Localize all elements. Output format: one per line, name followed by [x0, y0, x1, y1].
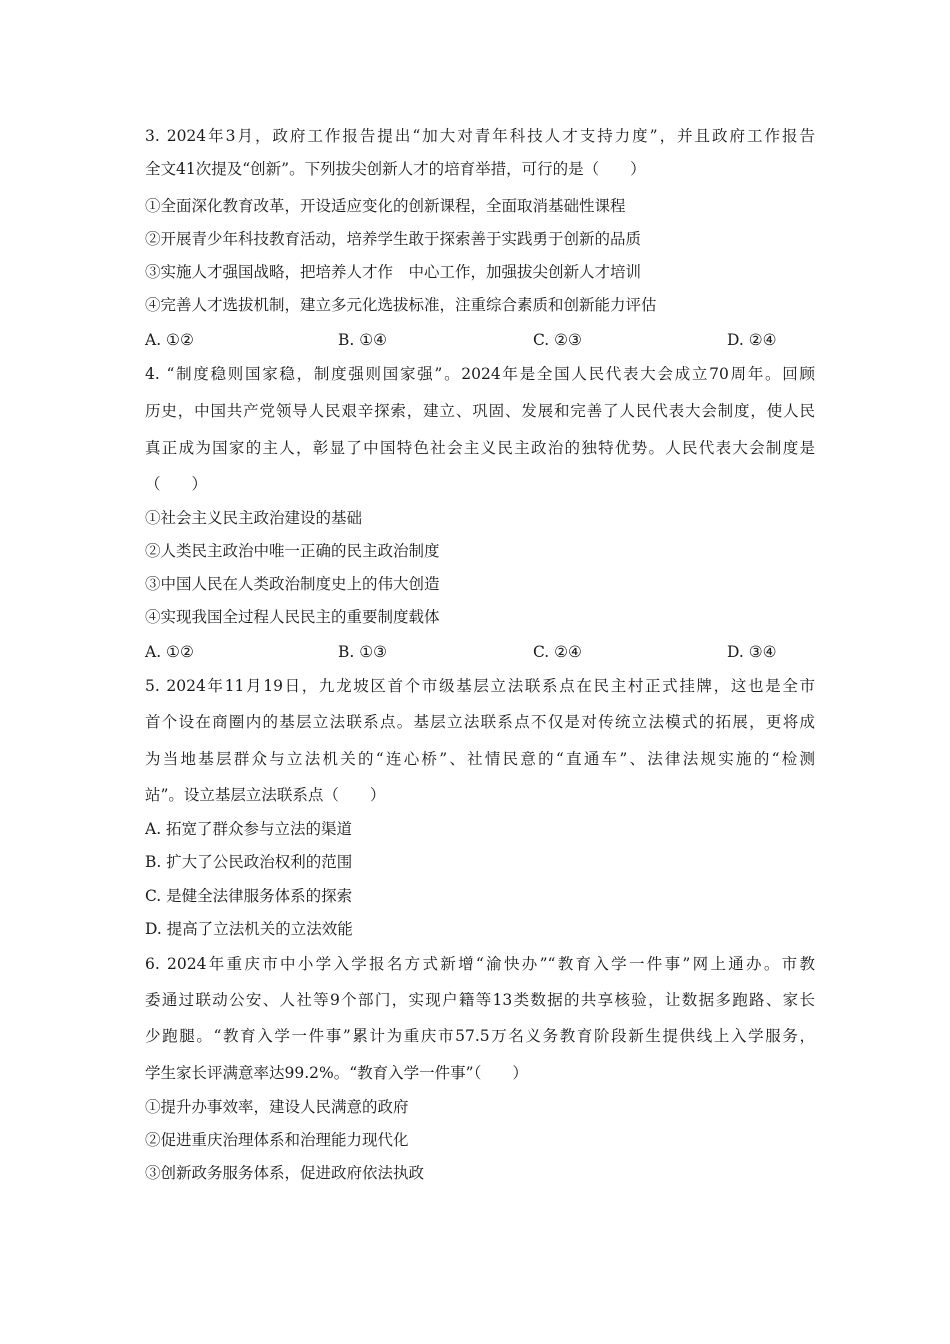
question-5-choice-b: B. 扩大了公民政治权利的范围	[145, 853, 353, 871]
question-3-options	[145, 329, 815, 351]
option-a: A. ①②	[145, 331, 194, 349]
question-3-statement-2: ②开展青少年科技教育活动，培养学生敢于探索善于实践勇于创新的品质	[145, 230, 642, 248]
question-4-statement-2: ②人类民主政治中唯一正确的民主政治制度	[145, 542, 440, 560]
question-6-statement-3: ③创新政务服务体系，促进政府依法执政	[145, 1164, 425, 1182]
option-c: C. ②③	[533, 331, 582, 349]
question-6-statement-1: ①提升办事效率，建设人民满意的政府	[145, 1098, 409, 1116]
option-b: B. ①③	[338, 643, 388, 661]
question-5-choice-a: A. 拓宽了群众参与立法的渠道	[145, 820, 353, 838]
question-5-line-3: 为当地基层群众与立法机关的“连心桥”、社情民意的“直通车”、法律法规实施的“检测	[145, 750, 815, 768]
question-5-line-4: 站”。设立基层立法联系点（ ）	[145, 786, 386, 804]
question-5-line-1: 5. 2024年11月19日，九龙坡区首个市级基层立法联系点在民主村正式挂牌，这也是全市	[145, 677, 815, 695]
question-4-statement-3: ③中国人民在人类政治制度史上的伟大创造	[145, 575, 440, 593]
question-4-line-4: （ ）	[145, 475, 208, 493]
question-5-line-2: 首个设在商圈内的基层立法联系点。基层立法联系点不仅是对传统立法模式的拓展，更将成	[145, 713, 815, 731]
question-4-statement-4: ④实现我国全过程人民民主的重要制度载体	[145, 608, 440, 626]
question-3-line-1: 3. 2024年3月，政府工作报告提出“加大对青年科技人才支持力度”，并且政府工作报告	[145, 127, 815, 145]
question-4-line-3: 真正成为国家的主人，彰显了中国特色社会主义民主政治的独特优势。人民代表大会制度是	[145, 439, 815, 457]
question-6-line-3: 少跑腿。“教育入学一件事”累计为重庆市57.5万名义务教育阶段新生提供线上入学服务，	[145, 1027, 815, 1045]
question-3-line-2: 全文41次提及“创新”。下列拔尖创新人才的培育举措，可行的是（ ）	[145, 160, 646, 178]
question-3-statement-3: ③实施人才强国战略，把培养人才作 中心工作，加强拔尖创新人才培训	[145, 263, 642, 281]
option-c: C. ②④	[533, 643, 582, 661]
option-d: D. ②④	[727, 331, 777, 349]
question-5-choice-c: C. 是健全法律服务体系的探索	[145, 887, 353, 905]
question-3-statement-4: ④完善人才选拔机制，建立多元化选拔标准，注重综合素质和创新能力评估	[145, 296, 657, 314]
question-4-options	[145, 641, 815, 663]
question-6-line-1: 6. 2024年重庆市中小学入学报名方式新增“渝快办”“教育入学一件事”网上通办。市教	[145, 955, 815, 973]
question-4-line-1: 4. “制度稳则国家稳，制度强则国家强”。2024年是全国人民代表大会成立70周年。回顾	[145, 365, 815, 383]
option-a: A. ①②	[145, 643, 194, 661]
option-b: B. ①④	[338, 331, 388, 349]
question-4-line-2: 历史，中国共产党领导人民艰辛探索，建立、巩固、发展和完善了人民代表大会制度，使人民	[145, 402, 815, 420]
question-3-statement-1: ①全面深化教育改革，开设适应变化的创新课程，全面取消基础性课程	[145, 197, 626, 215]
question-5-choice-d: D. 提高了立法机关的立法效能	[145, 920, 353, 938]
option-d: D. ③④	[727, 643, 777, 661]
question-4-statement-1: ①社会主义民主政治建设的基础	[145, 509, 363, 527]
question-6-line-2: 委通过联动公安、人社等9个部门，实现户籍等13类数据的共享核验，让数据多跑路、家长	[145, 991, 815, 1009]
question-6-statement-2: ②促进重庆治理体系和治理能力现代化	[145, 1131, 409, 1149]
question-6-line-4: 学生家长评满意率达99.2%。“教育入学一件事”（ ）	[145, 1064, 528, 1082]
